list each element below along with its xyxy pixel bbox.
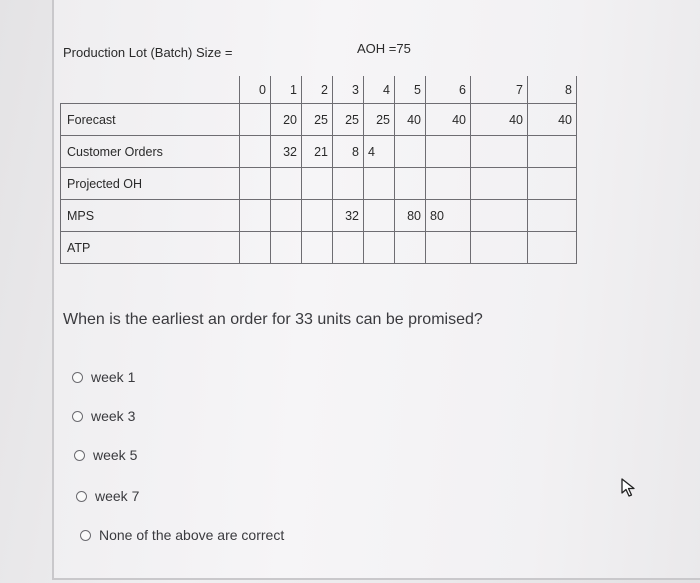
table-cell: [271, 200, 302, 232]
table-cell: [271, 168, 302, 200]
table-cell: 25: [333, 104, 364, 136]
table-cell: [426, 232, 471, 264]
period-header-1: 1: [271, 76, 302, 104]
table-cell: [240, 232, 271, 264]
table-cell: [528, 136, 577, 168]
table-cell: [302, 200, 333, 232]
table-cell: [333, 232, 364, 264]
table-cell: [528, 232, 577, 264]
mouse-pointer-icon: [619, 477, 639, 499]
table-row-mps: [61, 200, 577, 232]
period-header-4: 4: [364, 76, 395, 104]
table-cell: [471, 232, 528, 264]
row-label-atp: ATP: [61, 232, 240, 264]
radio-button-icon[interactable]: [76, 491, 87, 502]
period-header-5: 5: [395, 76, 426, 104]
table-cell: [364, 232, 395, 264]
table-cell: [426, 136, 471, 168]
row-label-mps: MPS: [61, 200, 240, 232]
period-header-8: 8: [528, 76, 577, 104]
table-cell: [271, 232, 302, 264]
table-cell: [302, 168, 333, 200]
row-label-forecast: Forecast: [61, 104, 240, 136]
row-label-customer-orders: Customer Orders: [61, 136, 240, 168]
table-cell: 40: [471, 104, 528, 136]
table-cell: [471, 136, 528, 168]
radio-button-icon[interactable]: [74, 450, 85, 461]
option-label: week 1: [91, 369, 136, 385]
table-cell: [395, 136, 426, 168]
table-cell: 8: [333, 136, 364, 168]
table-cell: 32: [271, 136, 302, 168]
option-label: week 3: [91, 408, 136, 424]
table-cell: 21: [302, 136, 333, 168]
table-row-projected-oh: [61, 168, 577, 200]
table-cell: 40: [395, 104, 426, 136]
table-cell: 32: [333, 200, 364, 232]
option-week-1[interactable]: [72, 369, 135, 385]
table-cell: [426, 168, 471, 200]
table-cell: [471, 200, 528, 232]
table-cell: [240, 104, 271, 136]
table-cell: 40: [528, 104, 577, 136]
period-header-row: [61, 76, 577, 104]
radio-button-icon[interactable]: [72, 411, 83, 422]
aoh-label: AOH =75: [357, 41, 411, 56]
table-row-forecast: [61, 104, 577, 136]
period-header-2: 2: [302, 76, 333, 104]
option-week-5[interactable]: [74, 447, 137, 463]
table-cell: [364, 168, 395, 200]
period-header-0: 0: [240, 76, 271, 104]
header-blank-cell: [61, 76, 240, 104]
row-label-projected-oh: Projected OH: [61, 168, 240, 200]
radio-button-icon[interactable]: [72, 372, 83, 383]
table-cell: 80: [395, 200, 426, 232]
table-cell: [240, 200, 271, 232]
table-cell: [395, 168, 426, 200]
option-label: week 7: [95, 488, 140, 504]
table-cell: 4: [364, 136, 395, 168]
radio-button-icon[interactable]: [80, 530, 91, 541]
table-cell: [395, 232, 426, 264]
table-cell: [240, 136, 271, 168]
question-text: When is the earliest an order for 33 units can be promised?: [63, 311, 483, 328]
table-row-customer-orders: [61, 136, 577, 168]
option-none-of-the-above[interactable]: [80, 527, 284, 543]
table-cell: [240, 168, 271, 200]
table-cell: 25: [364, 104, 395, 136]
table-cell: [471, 168, 528, 200]
table-cell: 25: [302, 104, 333, 136]
period-header-3: 3: [333, 76, 364, 104]
option-label: week 5: [93, 447, 138, 463]
option-week-3[interactable]: [72, 408, 135, 424]
table-cell: [333, 168, 364, 200]
table-cell: [364, 200, 395, 232]
table-cell: [528, 168, 577, 200]
option-week-7[interactable]: [76, 488, 139, 504]
period-header-6: 6: [426, 76, 471, 104]
period-header-7: 7: [471, 76, 528, 104]
mps-table: [60, 76, 577, 264]
lot-size-label: Production Lot (Batch) Size =: [63, 45, 233, 60]
table-cell: 20: [271, 104, 302, 136]
option-label: None of the above are correct: [99, 527, 285, 543]
table-cell: [302, 232, 333, 264]
table-cell: 40: [426, 104, 471, 136]
table-cell: 80: [426, 200, 471, 232]
table-cell: [528, 200, 577, 232]
table-row-atp: [61, 232, 577, 264]
